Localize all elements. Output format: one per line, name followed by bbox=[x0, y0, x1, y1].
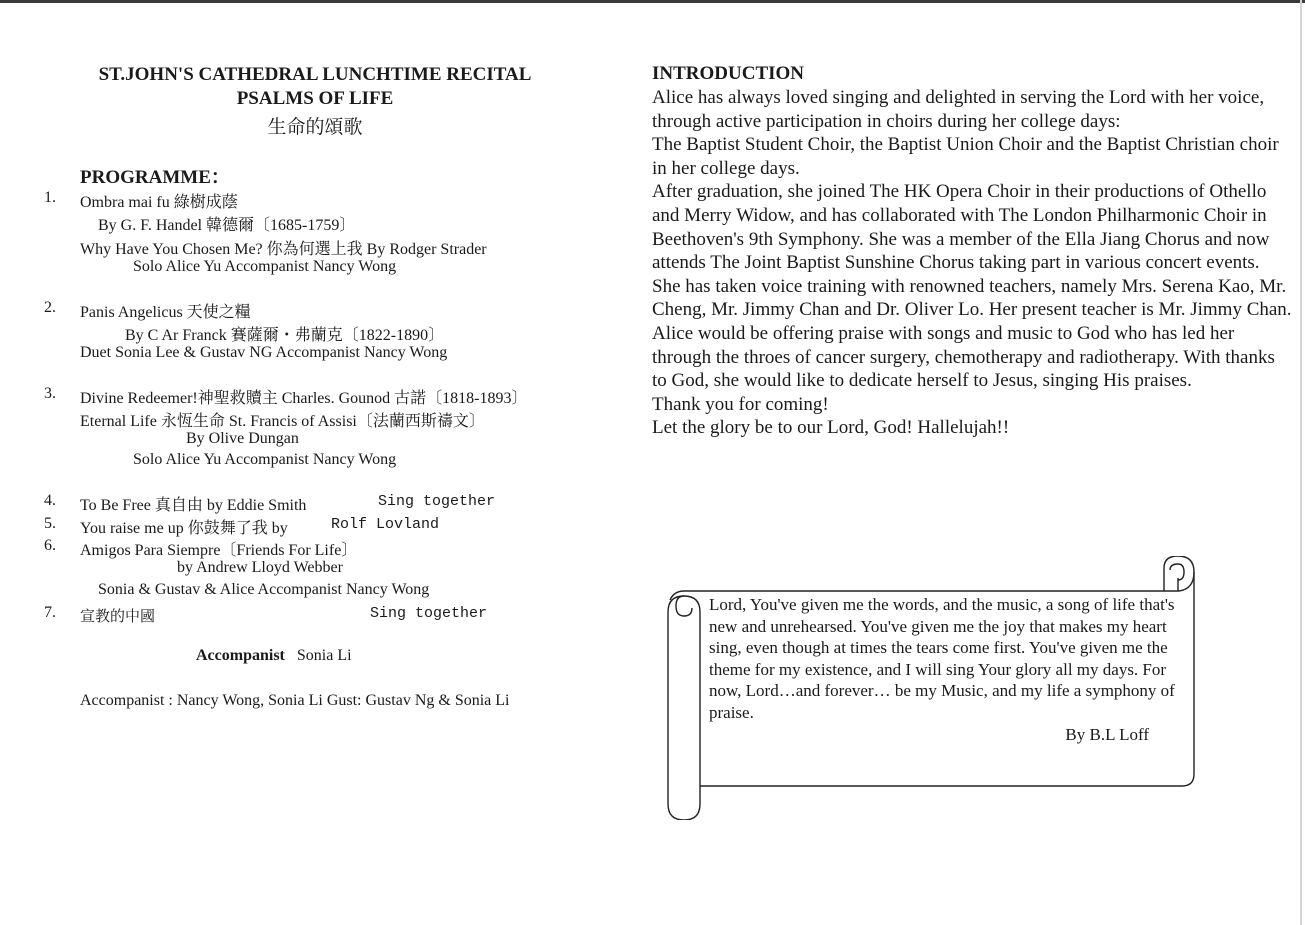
item-7-text: 宣教的中國 bbox=[80, 607, 156, 625]
poem-signature: By B.L Loff bbox=[1065, 724, 1149, 744]
item-5-text: You raise me up 你鼓舞了我 by bbox=[80, 520, 288, 537]
recital-subtitle-chinese: 生命的頌歌 bbox=[267, 116, 363, 138]
accompanist-name: Sonia Li bbox=[296, 647, 352, 664]
poem-body: Lord, You've given me the words, and the music, a song of life that's new and unrehearsed. You've given me the joy that makes my heart sing, even though at times the tears come first. You've given me the theme for my existence, and I will sing Your glory all my days. For now, Lord…and forever… be my Music, and my life a symphony of praise. bbox=[709, 595, 1175, 722]
item-6-line-1: Amigos Para Siempre〔Friends For Life〕 bbox=[80, 542, 358, 559]
item-5-extra: Rolf Lovland bbox=[331, 516, 440, 533]
item-3-line-1: Divine Redeemer!神聖救贖主 Charles. Gounod 古諾〔1818-1893〕 bbox=[80, 390, 528, 407]
item-3-line-3: By Olive Dungan bbox=[186, 430, 299, 447]
item-2-number: 2. bbox=[44, 299, 56, 316]
item-1-line-1: Ombra mai fu 綠樹成蔭 bbox=[80, 194, 238, 211]
item-1-number: 1. bbox=[44, 189, 56, 206]
item-3-line-2: Eternal Life 永恆生命 St. Francis of Assisi〔法蘭西斯禱文〕 bbox=[80, 413, 485, 430]
item-6-number: 6. bbox=[44, 537, 56, 554]
programme-footer: Accompanist : Nancy Wong, Sonia Li Gust: Gustav Ng & Sonia Li bbox=[80, 692, 510, 709]
item-1-line-3: Why Have You Chosen Me? 你為何選上我 By Rodger Strader bbox=[80, 241, 487, 258]
recital-subtitle: PSALMS OF LIFE bbox=[236, 88, 394, 109]
introduction-body bbox=[652, 86, 1292, 440]
item-3-line-4: Solo Alice Yu Accompanist Nancy Wong bbox=[133, 451, 397, 468]
accompanist-line bbox=[196, 647, 352, 665]
item-4-number: 4. bbox=[44, 492, 56, 509]
introduction-page bbox=[652, 62, 1292, 440]
intro-paragraph: After graduation, she joined The HK Opera Choir in their productions of Othello and Merry Widow, and has collaborated with The London Philharmonic Choir in Beethoven's 9th Symphony. She was a member of the Ella Jiang Chorus and now attends The Joint Baptist Sunshine Chorus taking part in various concert events. bbox=[652, 181, 1270, 274]
programme-heading: PROGRAMME： bbox=[80, 167, 230, 188]
introduction-heading: INTRODUCTION bbox=[652, 63, 805, 84]
intro-paragraph: Let the glory be to our Lord, God! Hallelujah!! bbox=[652, 417, 1010, 439]
item-6-line-3: Sonia & Gustav & Alice Accompanist Nancy Wong bbox=[98, 581, 430, 598]
item-3-number: 3. bbox=[44, 385, 56, 402]
recital-title: ST.JOHN'S CATHEDRAL LUNCHTIME RECITAL bbox=[98, 64, 532, 85]
item-2-line-2: By C Ar Franck 賽薩爾・弗蘭克〔1822-1890〕 bbox=[125, 327, 445, 344]
item-2-line-1: Panis Angelicus 天使之糧 bbox=[80, 304, 251, 321]
poem-text bbox=[709, 594, 1179, 745]
intro-paragraph: Alice would be offering praise with songs and music to God who has led her through the throes of cancer surgery, chemotherapy and radiotherapy. With thanks to God, she would like to dedicate herself to Jesus, singing His praises. bbox=[652, 322, 1275, 392]
item-1-line-4: Solo Alice Yu Accompanist Nancy Wong bbox=[133, 258, 397, 275]
item-4-extra: Sing together bbox=[378, 493, 496, 510]
item-5-number: 5. bbox=[44, 515, 56, 532]
item-2-line-3: Duet Sonia Lee & Gustav NG Accompanist Nancy Wong bbox=[80, 344, 448, 361]
item-4-text: To Be Free 真自由 by Eddie Smith bbox=[80, 497, 307, 514]
intro-paragraph: Alice has always loved singing and delighted in serving the Lord with her voice, through active participation in choirs during her college days: bbox=[652, 87, 1265, 132]
intro-paragraph: She has taken voice training with renowned teachers, namely Mrs. Serena Kao, Mr. Cheng, Mr. Jimmy Chan and Dr. Oliver Lo. Her present teacher is Mr. Jimmy Chan. bbox=[652, 275, 1292, 321]
accompanist-label: Accompanist bbox=[196, 647, 285, 664]
item-6-line-2: by Andrew Lloyd Webber bbox=[177, 559, 343, 576]
intro-paragraph: The Baptist Student Choir, the Baptist Union Choir and the Baptist Christian choir in her college days. bbox=[652, 134, 1279, 179]
item-7-extra: Sing together bbox=[370, 605, 488, 622]
item-1-line-2: By G. F. Handel 韓德爾〔1685-1759〕 bbox=[98, 217, 356, 234]
right-edge bbox=[1300, 0, 1302, 925]
programme-page bbox=[0, 0, 640, 925]
item-7-number: 7. bbox=[44, 604, 56, 621]
intro-paragraph: Thank you for coming! bbox=[652, 393, 829, 415]
